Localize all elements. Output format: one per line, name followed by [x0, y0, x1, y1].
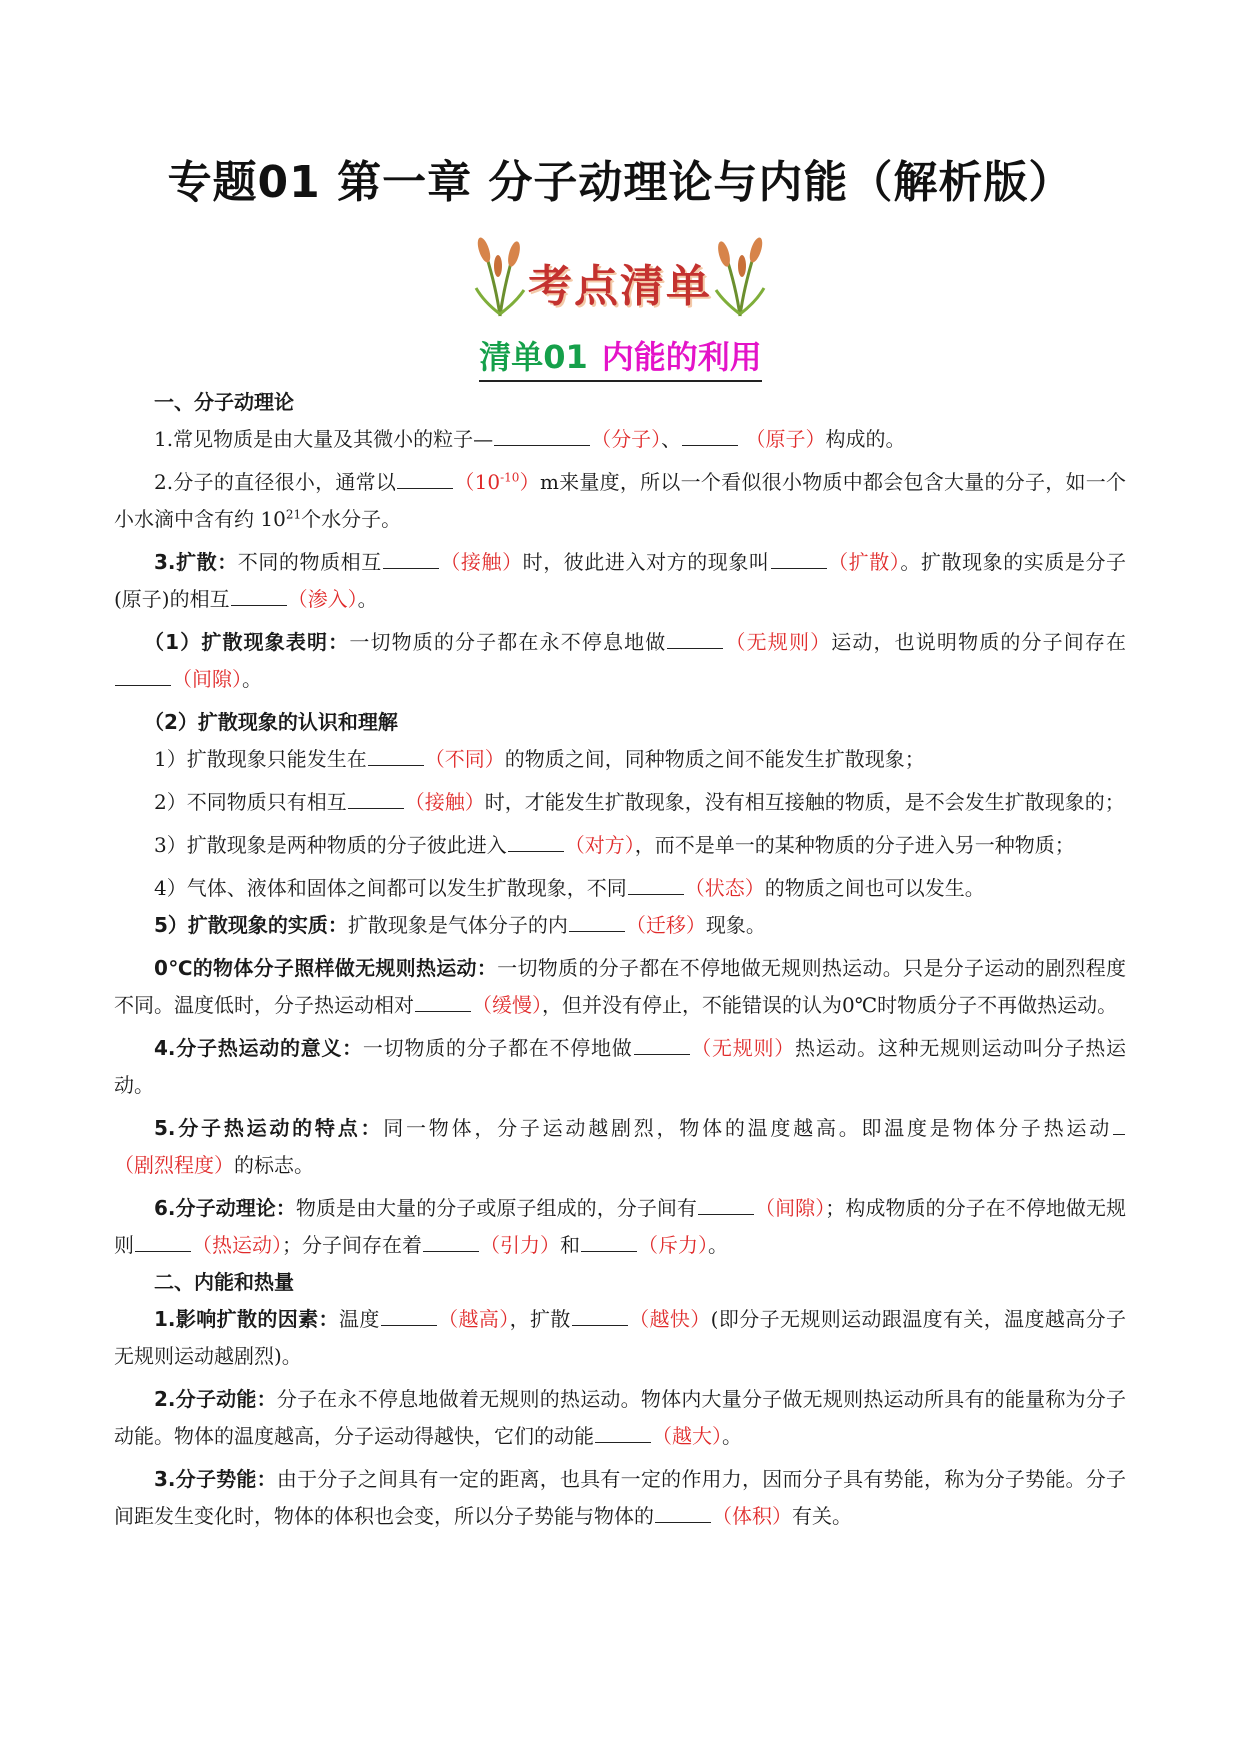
section-heading-2: 二、内能和热量	[154, 1270, 294, 1294]
paragraph-11: 0℃的物体分子照样做无规则热运动：一切物质的分子都在不停地做无规则热运动。只是分子运动的剧烈程度不同。温度低时，分子热运动相对 （缓慢），但并没有停止，不能错误的认为0℃时物质分子不再做热运动。	[114, 956, 1127, 1017]
content-body	[114, 384, 1126, 1535]
paragraph-16: 2.分子动能：分子在永不停息地做着无规则的热运动。物体内大量分子做无规则热运动所具有的能量称为分子动能。物体的温度越高，分子运动得越快，它们的动能 （越大）。	[114, 1387, 1127, 1448]
paragraph-9: 4）气体、液体和固体之间都可以发生扩散现象，不同 （状态）的物质之间也可以发生。	[154, 876, 985, 900]
paragraph-8: 3）扩散现象是两种物质的分子彼此进入 （对方），而不是单一的某种物质的分子进入另一种物质；	[154, 833, 1075, 857]
paragraph-7: 2）不同物质只有相互 （接触）时，才能发生扩散现象，没有相互接触的物质，是不会发生扩散现象的；	[154, 790, 1125, 814]
paragraph-2: 2.分子的直径很小，通常以 $(10^{-10})m$来量度，所以一个看似很小物质中都会包含大量的分子，如一个小水滴中含有约 $10^{21}$个水分子。	[114, 470, 1127, 531]
paragraph-13: 5.分子热运动的特点：同一物体，分子运动越剧烈，物体的温度越高。即温度是物体分子热运动（剧烈程度）的标志。	[114, 1110, 1126, 1184]
paragraph-4: （1）扩散现象表明：一切物质的分子都在永不停息地做 （无规则）运动，也说明物质的分子间存在（间隙）。	[114, 624, 1126, 698]
paragraph-1: 1.常见物质是由大量及其微小的粒子— （分子）、 （原子）构成的。	[154, 427, 906, 451]
subtitle-topic: 内能的利用	[601, 338, 762, 376]
paragraph-15: 1.影响扩散的因素：温度 （越高），扩散 （越快）(即分子无规则运动跟温度有关，温度越高分子无规则运动越剧烈)。	[114, 1307, 1127, 1368]
paragraph-17: 3.分子势能：由于分子之间具有一定的距离，也具有一定的作用力，因而分子具有势能，称为分子势能。分子间距发生变化时，物体的体积也会变，所以分子势能与物体的 （体积）有关。	[114, 1467, 1127, 1528]
section-heading-1: 一、分子动理论	[154, 390, 294, 414]
wheat-left-icon	[470, 236, 530, 318]
wheat-right-icon	[710, 236, 770, 318]
paragraph-10: 5）扩散现象的实质：扩散现象是气体分子的内 （迁移）现象。	[154, 913, 766, 937]
paragraph-12: 4.分子热运动的意义：一切物质的分子都在不停地做 （无规则）热运动。这种无规则运动叫分子热运动。	[114, 1036, 1127, 1097]
document-title: 专题01 第一章 分子动理论与内能（解析版）	[167, 157, 1074, 208]
banner-label: 考点清单	[528, 261, 712, 312]
paragraph-3: 3.扩散：不同的物质相互 （接触）时，彼此进入对方的现象叫 （扩散）。扩散现象的实质是分子(原子)的相互 （渗入）。	[114, 550, 1127, 611]
list-subtitle	[0, 332, 1241, 382]
paragraph-6: 1）扩散现象只能发生在 （不同）的物质之间，同种物质之间不能发生扩散现象；	[154, 747, 925, 771]
key-points-banner	[470, 236, 770, 318]
paragraph-5: （2）扩散现象的认识和理解	[144, 710, 398, 734]
paragraph-14: 6.分子动理论：物质是由大量的分子或原子组成的，分子间有 （间隙）；构成物质的分子在不停地做无规则 （热运动）；分子间存在着 （引力）和 （斥力）。	[114, 1196, 1127, 1257]
subtitle-number: 清单01	[479, 338, 588, 376]
